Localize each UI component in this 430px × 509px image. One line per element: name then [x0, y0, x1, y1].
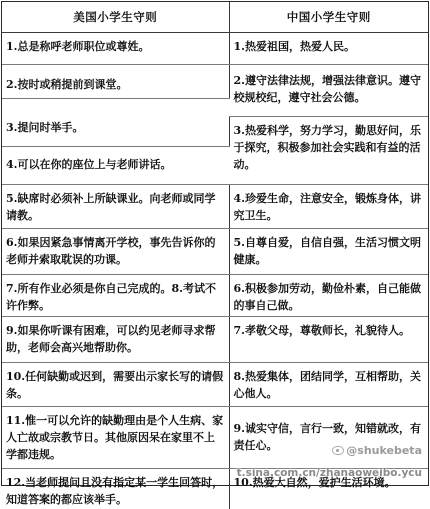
us-rule-cell: 3.提问时举手。	[2, 117, 229, 147]
url-watermark: t.sina.com.cn/zhanaoweibo.ycu	[236, 467, 422, 479]
table-row	[2, 33, 428, 65]
us-rule-cell: 7.所有作业必须是你自己完成的。8.考试不许作弊。	[2, 275, 229, 317]
table-row	[2, 117, 428, 147]
cn-rule-cell: 3.热爱科学，努力学习，勤思好问，乐于探究，积极参加社会实践和有益的活动。	[229, 117, 428, 185]
us-rule-cell: 6.如果因紧急事情离开学校，事先告诉你的老师并索取耽误的功课。	[2, 229, 229, 275]
rules-comparison-sheet	[1, 1, 429, 506]
weibo-eye-icon	[332, 446, 344, 455]
rules-comparison-table	[2, 2, 428, 509]
table-row	[2, 317, 428, 363]
cn-rule-cell: 2.遵守法律法规，增强法律意识。遵守校规校纪，遵守社会公德。	[229, 65, 428, 117]
cn-rule-cell: 7.孝敬父母，尊敬师长，礼貌待人。	[229, 317, 428, 363]
cn-rule-cell: 8.热爱集体，团结同学，互相帮助，关心他人。	[229, 363, 428, 407]
table-row	[2, 185, 428, 229]
header-us-rules: 美国小学生守则	[2, 2, 229, 33]
us-rule-cell: 9.如果你听课有困难，可以约见老师寻求帮助，老师会高兴地帮助你。	[2, 317, 229, 363]
us-rule-cell: 2.按时或稍提前到课堂。	[2, 65, 229, 99]
header-cn-rules: 中国小学生守则	[229, 2, 428, 33]
cn-rule-cell: 5.自尊自爱，自信自强，生活习惯文明健康。	[229, 229, 428, 275]
table-header-row	[2, 2, 428, 33]
us-rule-cell: 1.总是称呼老师职位或尊姓。	[2, 33, 229, 65]
table-row	[2, 275, 428, 317]
cn-rule-cell: 10.热爱大自然，爱护生活环境。	[233, 476, 396, 489]
us-rule-cell: 10.任何缺勤或迟到，需要出示家长写的请假条。	[2, 363, 229, 407]
cn-rule-cell: 6.积极参加劳动，勤俭朴素，自己能做的事自己做。	[229, 275, 428, 317]
table-row	[2, 407, 428, 469]
cn-rule-cell: 9.诚实守信，言行一致，知错就改，有责任心。	[229, 407, 428, 469]
table-row	[2, 65, 428, 99]
cn-rule-cell: 4.珍爱生命，注意安全，锻炼身体，讲究卫生。	[229, 185, 428, 229]
us-rule-cell: 11.惟一可以允许的缺勤理由是个人生病、家人亡故或宗教节日。其他原因呆在家里不上学都违规。	[2, 407, 229, 469]
cn-rule-cell: 1.热爱祖国，热爱人民。	[229, 33, 428, 65]
us-rule-cell	[2, 99, 229, 117]
table-row	[2, 363, 428, 407]
weibo-watermark: @shukebeta	[332, 444, 422, 457]
table-row	[2, 229, 428, 275]
us-rule-cell: 5.缺席时必须补上所缺课业。向老师或同学请教。	[2, 185, 229, 229]
us-rule-cell: 12.当老师提问且没有指定某一学生回答时，知道答案的都应该举手。	[2, 469, 229, 509]
us-rule-cell: 4.可以在你的座位上与老师讲话。	[2, 147, 229, 185]
